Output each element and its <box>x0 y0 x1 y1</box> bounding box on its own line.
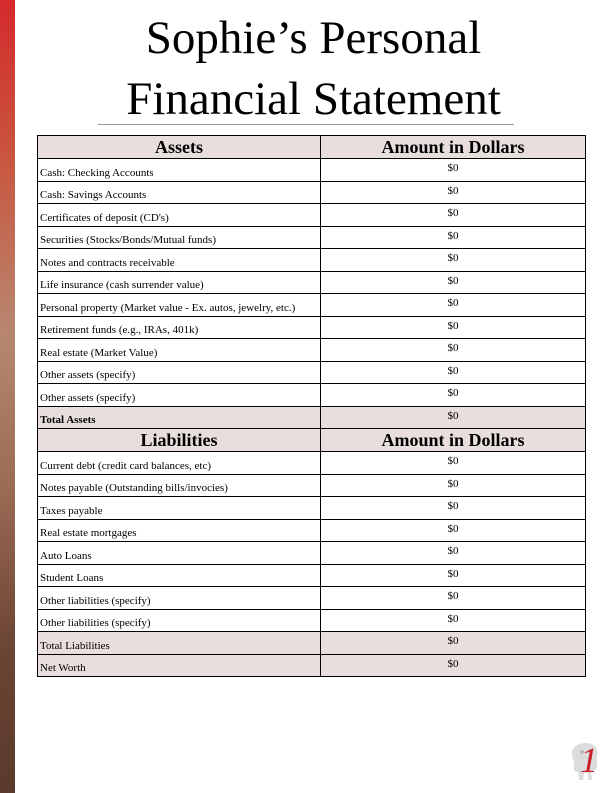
title-line-2: Financial Statement <box>126 73 501 125</box>
table-row <box>38 497 586 520</box>
liability-label: Student Loans <box>38 564 321 587</box>
total-liabilities-amount: $0 <box>321 632 586 655</box>
table-row <box>38 271 586 294</box>
asset-amount[interactable]: $0 <box>321 204 586 227</box>
asset-label: Cash: Checking Accounts <box>38 159 321 182</box>
table-row <box>38 226 586 249</box>
liabilities-header: Liabilities <box>38 429 321 452</box>
liability-amount[interactable]: $0 <box>321 497 586 520</box>
liability-amount[interactable]: $0 <box>321 452 586 475</box>
table-row <box>38 564 586 587</box>
table-row <box>38 542 586 565</box>
asset-amount[interactable]: $0 <box>321 316 586 339</box>
table-row <box>38 339 586 362</box>
total-assets-amount: $0 <box>321 406 586 429</box>
asset-label: Other assets (specify) <box>38 361 321 384</box>
asset-amount[interactable]: $0 <box>321 294 586 317</box>
asset-amount[interactable]: $0 <box>321 361 586 384</box>
financial-statement-table <box>37 135 586 677</box>
page-title <box>15 8 612 130</box>
assets-header: Assets <box>38 136 321 159</box>
asset-amount[interactable]: $0 <box>321 159 586 182</box>
table-row <box>38 204 586 227</box>
table-row <box>38 474 586 497</box>
asset-label: Life insurance (cash surrender value) <box>38 271 321 294</box>
asset-amount[interactable]: $0 <box>321 271 586 294</box>
liability-amount[interactable]: $0 <box>321 564 586 587</box>
table-row <box>38 159 586 182</box>
table-row <box>38 452 586 475</box>
table-row <box>38 587 586 610</box>
net-worth-amount: $0 <box>321 654 586 677</box>
asset-label: Retirement funds (e.g., IRAs, 401k) <box>38 316 321 339</box>
table-row <box>38 519 586 542</box>
title-divider <box>98 124 514 125</box>
asset-label: Notes and contracts receivable <box>38 249 321 272</box>
assets-header-row <box>38 136 586 159</box>
table-row <box>38 316 586 339</box>
decorative-side-bar <box>0 0 15 793</box>
table-row <box>38 294 586 317</box>
asset-amount[interactable]: $0 <box>321 226 586 249</box>
net-worth-label: Net Worth <box>38 654 321 677</box>
liability-amount[interactable]: $0 <box>321 519 586 542</box>
page-number-badge <box>566 738 606 784</box>
liabilities-header-row <box>38 429 586 452</box>
total-assets-row <box>38 406 586 429</box>
liability-label: Other liabilities (specify) <box>38 609 321 632</box>
table-row <box>38 384 586 407</box>
total-liabilities-label: Total Liabilities <box>38 632 321 655</box>
asset-label: Personal property (Market value - Ex. autos, jewelry, etc.) <box>38 294 321 317</box>
asset-label: Securities (Stocks/Bonds/Mutual funds) <box>38 226 321 249</box>
assets-amount-header: Amount in Dollars <box>321 136 586 159</box>
total-assets-label: Total Assets <box>38 406 321 429</box>
liability-label: Real estate mortgages <box>38 519 321 542</box>
table-row <box>38 361 586 384</box>
liability-amount[interactable]: $0 <box>321 474 586 497</box>
title-line-1: Sophie’s Personal <box>145 12 482 64</box>
asset-amount[interactable]: $0 <box>321 384 586 407</box>
liability-label: Taxes payable <box>38 497 321 520</box>
asset-amount[interactable]: $0 <box>321 249 586 272</box>
liability-label: Auto Loans <box>38 542 321 565</box>
liability-amount[interactable]: $0 <box>321 542 586 565</box>
asset-amount[interactable]: $0 <box>321 339 586 362</box>
asset-label: Other assets (specify) <box>38 384 321 407</box>
liabilities-amount-header: Amount in Dollars <box>321 429 586 452</box>
asset-label: Cash: Savings Accounts <box>38 181 321 204</box>
net-worth-row <box>38 654 586 677</box>
table-row <box>38 249 586 272</box>
asset-label: Real estate (Market Value) <box>38 339 321 362</box>
asset-amount[interactable]: $0 <box>321 181 586 204</box>
table-row <box>38 181 586 204</box>
liability-label: Current debt (credit card balances, etc) <box>38 452 321 475</box>
liability-amount[interactable]: $0 <box>321 609 586 632</box>
total-liabilities-row <box>38 632 586 655</box>
liability-label: Notes payable (Outstanding bills/invocies) <box>38 474 321 497</box>
table-row <box>38 609 586 632</box>
liability-amount[interactable]: $0 <box>321 587 586 610</box>
asset-label: Certificates of deposit (CD's) <box>38 204 321 227</box>
page-number: 1 <box>580 740 598 780</box>
liability-label: Other liabilities (specify) <box>38 587 321 610</box>
